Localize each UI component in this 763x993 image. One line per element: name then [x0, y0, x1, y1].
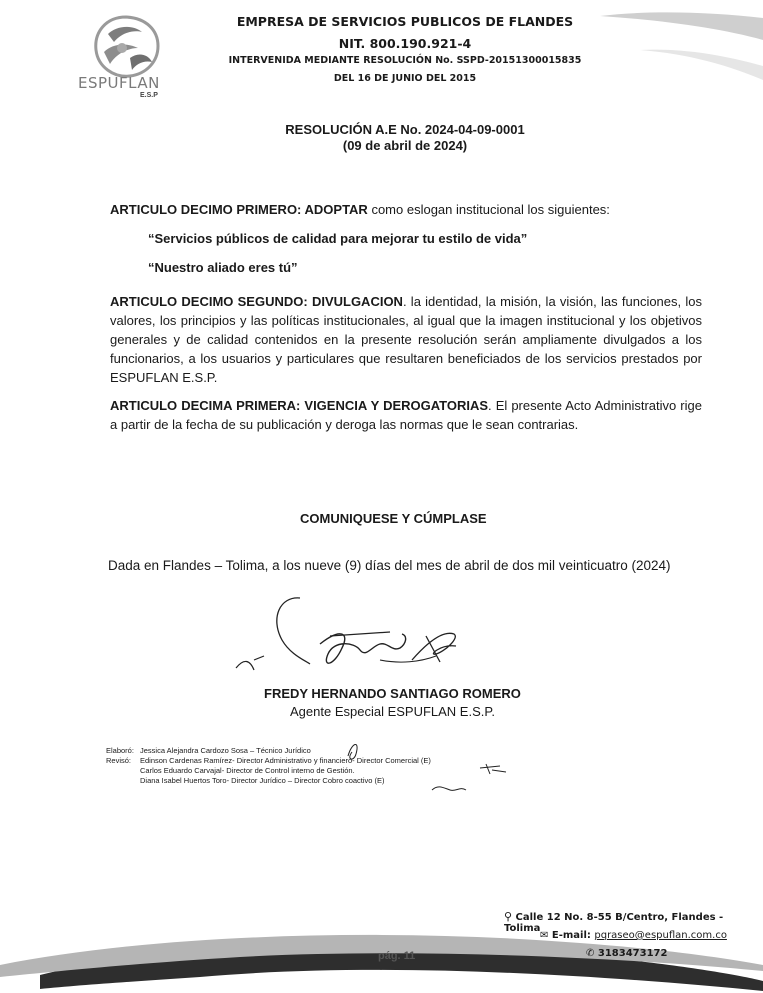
company-nit: NIT. 800.190.921-4	[338, 36, 472, 51]
signer-name: FREDY HERNANDO SANTIAGO ROMERO	[264, 686, 521, 701]
article-12-text: . la identidad, la misión, la visión, las funciones, los valores, los principios y las políticas institucionales, al igual que la imagen institucional y los objetivos generales y de calidad contenidos en la presente resolución serán ampliamente divulgados a los funcionarios, a los usuarios y particulares que resultaren beneficiados de los servicios prestados por ESPUFLAN E.S.P.	[110, 294, 702, 385]
reviso-line-2: Carlos Eduardo Carvajal- Director de Control interno de Gestión.	[140, 766, 355, 775]
article-11	[110, 200, 702, 219]
article-11-title: ARTICULO DECIMO PRIMERO: ADOPTAR	[110, 202, 368, 217]
footer-phone: ✆ 3183473172	[586, 948, 668, 959]
email-icon: ✉	[540, 930, 549, 941]
email-link[interactable]: pqraseo@espuflan.com.co	[594, 930, 727, 941]
slogan-1: “Servicios públicos de calidad para mejorar tu estilo de vida”	[148, 231, 528, 246]
resolution-heading	[240, 122, 570, 154]
logo-subtext: E.S.P	[140, 92, 158, 99]
resolution-date: (09 de abril de 2024)	[342, 138, 468, 153]
signature-image	[230, 588, 480, 688]
reviso-line-1: Revisó: Edinson Cardenas Ramírez- Director Administrativo y financiero- Director Comercial (E)	[106, 756, 431, 765]
elaboro-line: Elaboró: Jessica Alejandra Cardozo Sosa – Técnico Jurídico	[106, 746, 311, 755]
phone-icon: ✆	[586, 948, 595, 959]
logo-emblem-icon	[86, 12, 166, 82]
reviso-line-3: Diana Isabel Huertos Toro- Director Jurídico – Director Cobro coactivo (E)	[140, 776, 385, 785]
intervention-date: DEL 16 DE JUNIO DEL 2015	[333, 73, 477, 84]
article-12	[110, 292, 702, 387]
article-13-text: . El presente Acto Administrativo rige a partir de la fecha de su publicación y deroga las normas que le sean contrarias.	[110, 398, 702, 432]
page-number: pág. 11	[378, 950, 416, 962]
intervention-resolution: INTERVENIDA MEDIANTE RESOLUCIÓN No. SSPD-20151300015835	[228, 55, 582, 66]
article-13-title: ARTICULO DECIMA PRIMERA: VIGENCIA Y DEROGATORIAS	[110, 398, 489, 413]
resolution-number: RESOLUCIÓN A.E No. 2024-04-09-0001	[285, 122, 525, 137]
header-swoosh-decoration	[600, 10, 763, 100]
article-12-title: ARTICULO DECIMO SEGUNDO: DIVULGACION	[110, 294, 403, 309]
article-11-text: como eslogan institucional los siguientes:	[367, 202, 610, 217]
slogan-2: “Nuestro aliado eres tú”	[148, 260, 298, 275]
footer-address: ⚲ Calle 12 No. 8-55 B/Centro, Flandes - Tolima	[504, 910, 724, 934]
company-name: EMPRESA DE SERVICIOS PUBLICOS DE FLANDES	[236, 14, 574, 29]
footer-email: ✉ E-mail: pqraseo@espuflan.com.co	[540, 930, 727, 941]
comuniquese-heading: COMUNIQUESE Y CÚMPLASE	[300, 511, 487, 526]
signer-role: Agente Especial ESPUFLAN E.S.P.	[290, 704, 495, 719]
issued-at-text: Dada en Flandes – Tolima, a los nueve (9) días del mes de abril de dos mil veinticuatro (2024)	[108, 558, 671, 573]
reviso-name-1: Edinson Cardenas Ramírez- Director Administrativo y financiero- Director Comercial (E)	[140, 756, 431, 765]
elaboro-name: Jessica Alejandra Cardozo Sosa – Técnico Jurídico	[140, 746, 311, 755]
location-pin-icon: ⚲	[504, 910, 513, 923]
article-13	[110, 396, 702, 434]
logo	[78, 12, 178, 102]
logo-text: ESPUFLAN	[78, 74, 160, 92]
initials-signatures	[340, 734, 520, 804]
